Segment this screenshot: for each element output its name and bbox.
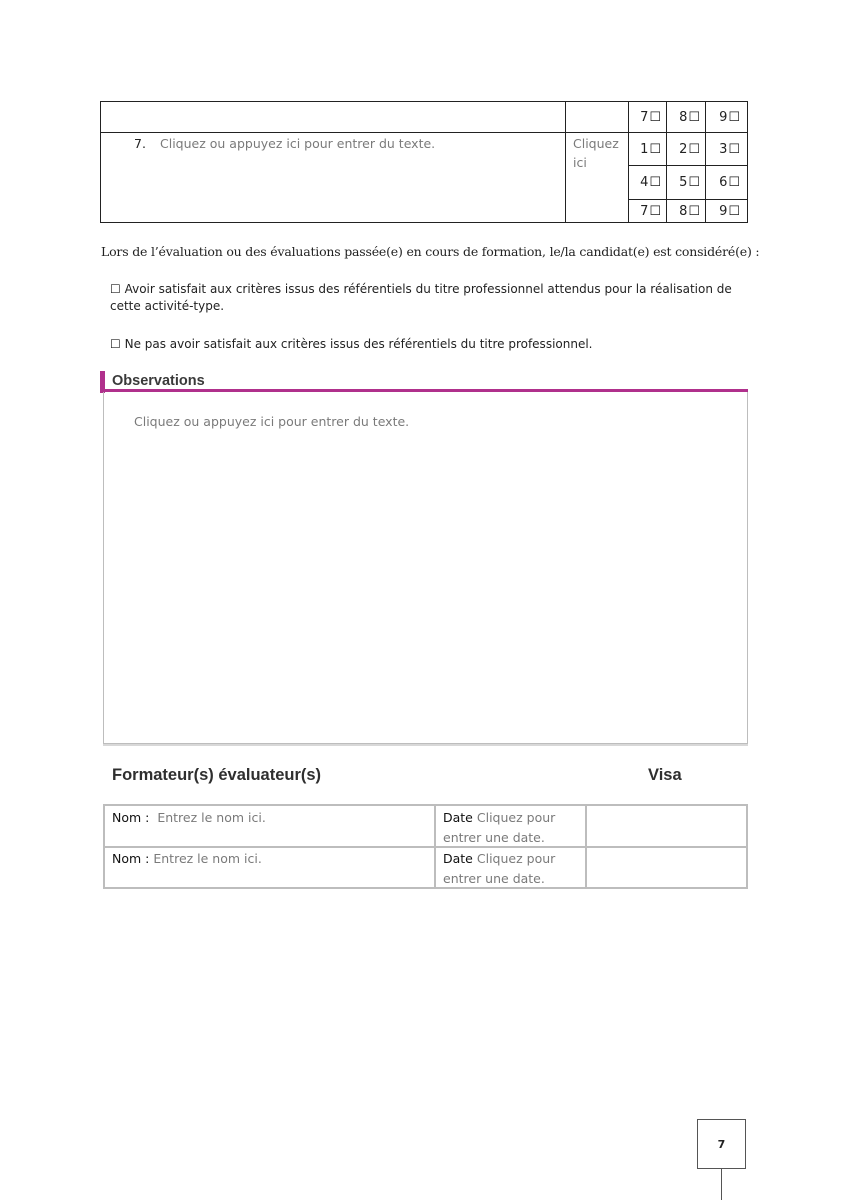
page-number: 7 — [717, 1137, 726, 1151]
nom-label: Nom : — [112, 810, 150, 825]
checkbox-icon[interactable]: ☐ — [649, 175, 661, 190]
checkbox-icon[interactable]: ☐ — [728, 109, 740, 125]
checkbox-cell[interactable]: 7 ☐ — [640, 203, 661, 219]
checkbox-cell[interactable]: 4 ☐ — [640, 175, 661, 190]
nom-placeholder: Entrez le nom ici. — [153, 851, 262, 866]
checkbox-cell[interactable]: 1 ☐ — [640, 141, 661, 157]
option-not-satisfied[interactable] — [110, 336, 740, 353]
nom-placeholder: Entrez le nom ici. — [157, 810, 266, 825]
date-placeholder: Cliquez pour — [476, 851, 556, 866]
option-not-satisfied-label: Ne pas avoir satisfait aux critères issus des référentiels du titre professionnel. — [124, 337, 593, 351]
option-satisfied-label-cont: cette activité-type. — [110, 299, 225, 313]
checkbox-icon[interactable]: ☐ — [649, 109, 661, 125]
criterion-middle-field-cont[interactable]: ici — [573, 155, 587, 170]
visa-label: Visa — [648, 766, 682, 784]
checkbox-cell[interactable]: 7 ☐ — [640, 109, 661, 125]
checkbox-cell[interactable]: 8 ☐ — [679, 109, 700, 125]
evaluation-statement: Lors de l’évaluation ou des évaluations passée(e) en cours de formation, le/la candidat(e) est considéré(e) : — [101, 244, 760, 259]
date-placeholder-cont: entrer une date. — [443, 830, 545, 845]
checkbox-icon[interactable]: ☐ — [688, 175, 700, 190]
observations-placeholder: Cliquez ou appuyez ici pour entrer du texte. — [134, 414, 410, 429]
date-label: Date — [443, 810, 473, 825]
observations-textarea[interactable] — [103, 392, 748, 744]
trainer-name-field[interactable] — [112, 808, 266, 828]
checkbox-cell[interactable]: 6 ☐ — [719, 175, 740, 190]
checkbox-icon[interactable]: ☐ — [728, 141, 740, 157]
checkbox-icon[interactable]: ☐ — [688, 141, 700, 157]
visa-field[interactable] — [588, 849, 745, 886]
trainers-title: Formateur(s) évaluateur(s) — [112, 766, 322, 784]
checkbox-cell[interactable]: 3 ☐ — [719, 141, 740, 157]
checkbox-icon[interactable]: ☐ — [110, 337, 121, 351]
checkbox-icon[interactable]: ☐ — [649, 141, 661, 157]
option-satisfied-label: Avoir satisfait aux critères issus des référentiels du titre professionnel attendus pour la réalisation de — [124, 282, 732, 296]
checkbox-icon[interactable]: ☐ — [728, 203, 740, 219]
date-placeholder: Cliquez pour — [476, 810, 556, 825]
criterion-text-field[interactable]: Cliquez ou appuyez ici pour entrer du texte. — [160, 136, 436, 151]
trainer-name-field[interactable] — [112, 849, 262, 869]
checkbox-icon[interactable]: ☐ — [110, 282, 121, 296]
checkbox-cell[interactable]: 9 ☐ — [719, 109, 740, 125]
visa-field[interactable] — [588, 807, 745, 845]
checkbox-cell[interactable]: 2 ☐ — [679, 141, 700, 157]
page-number-box — [697, 1119, 746, 1169]
checkbox-cell[interactable]: 5 ☐ — [679, 175, 700, 190]
nom-label: Nom : — [112, 851, 150, 866]
date-placeholder-cont: entrer une date. — [443, 871, 545, 886]
checkbox-icon[interactable]: ☐ — [649, 203, 661, 219]
criterion-middle-field[interactable]: Cliquez — [573, 136, 619, 151]
checkbox-cell[interactable]: 8 ☐ — [679, 203, 700, 219]
checkbox-icon[interactable]: ☐ — [688, 109, 700, 125]
criterion-number: 7. — [134, 136, 146, 151]
checkbox-icon[interactable]: ☐ — [688, 203, 700, 219]
date-label: Date — [443, 851, 473, 866]
page-number-stem — [721, 1168, 722, 1200]
checkbox-icon[interactable]: ☐ — [728, 175, 740, 190]
observations-title: Observations — [112, 373, 205, 389]
trainer-date-field[interactable] — [443, 849, 555, 889]
checkbox-cell[interactable]: 9 ☐ — [719, 203, 740, 219]
option-satisfied[interactable] — [110, 281, 740, 315]
trainer-date-field[interactable] — [443, 808, 555, 848]
